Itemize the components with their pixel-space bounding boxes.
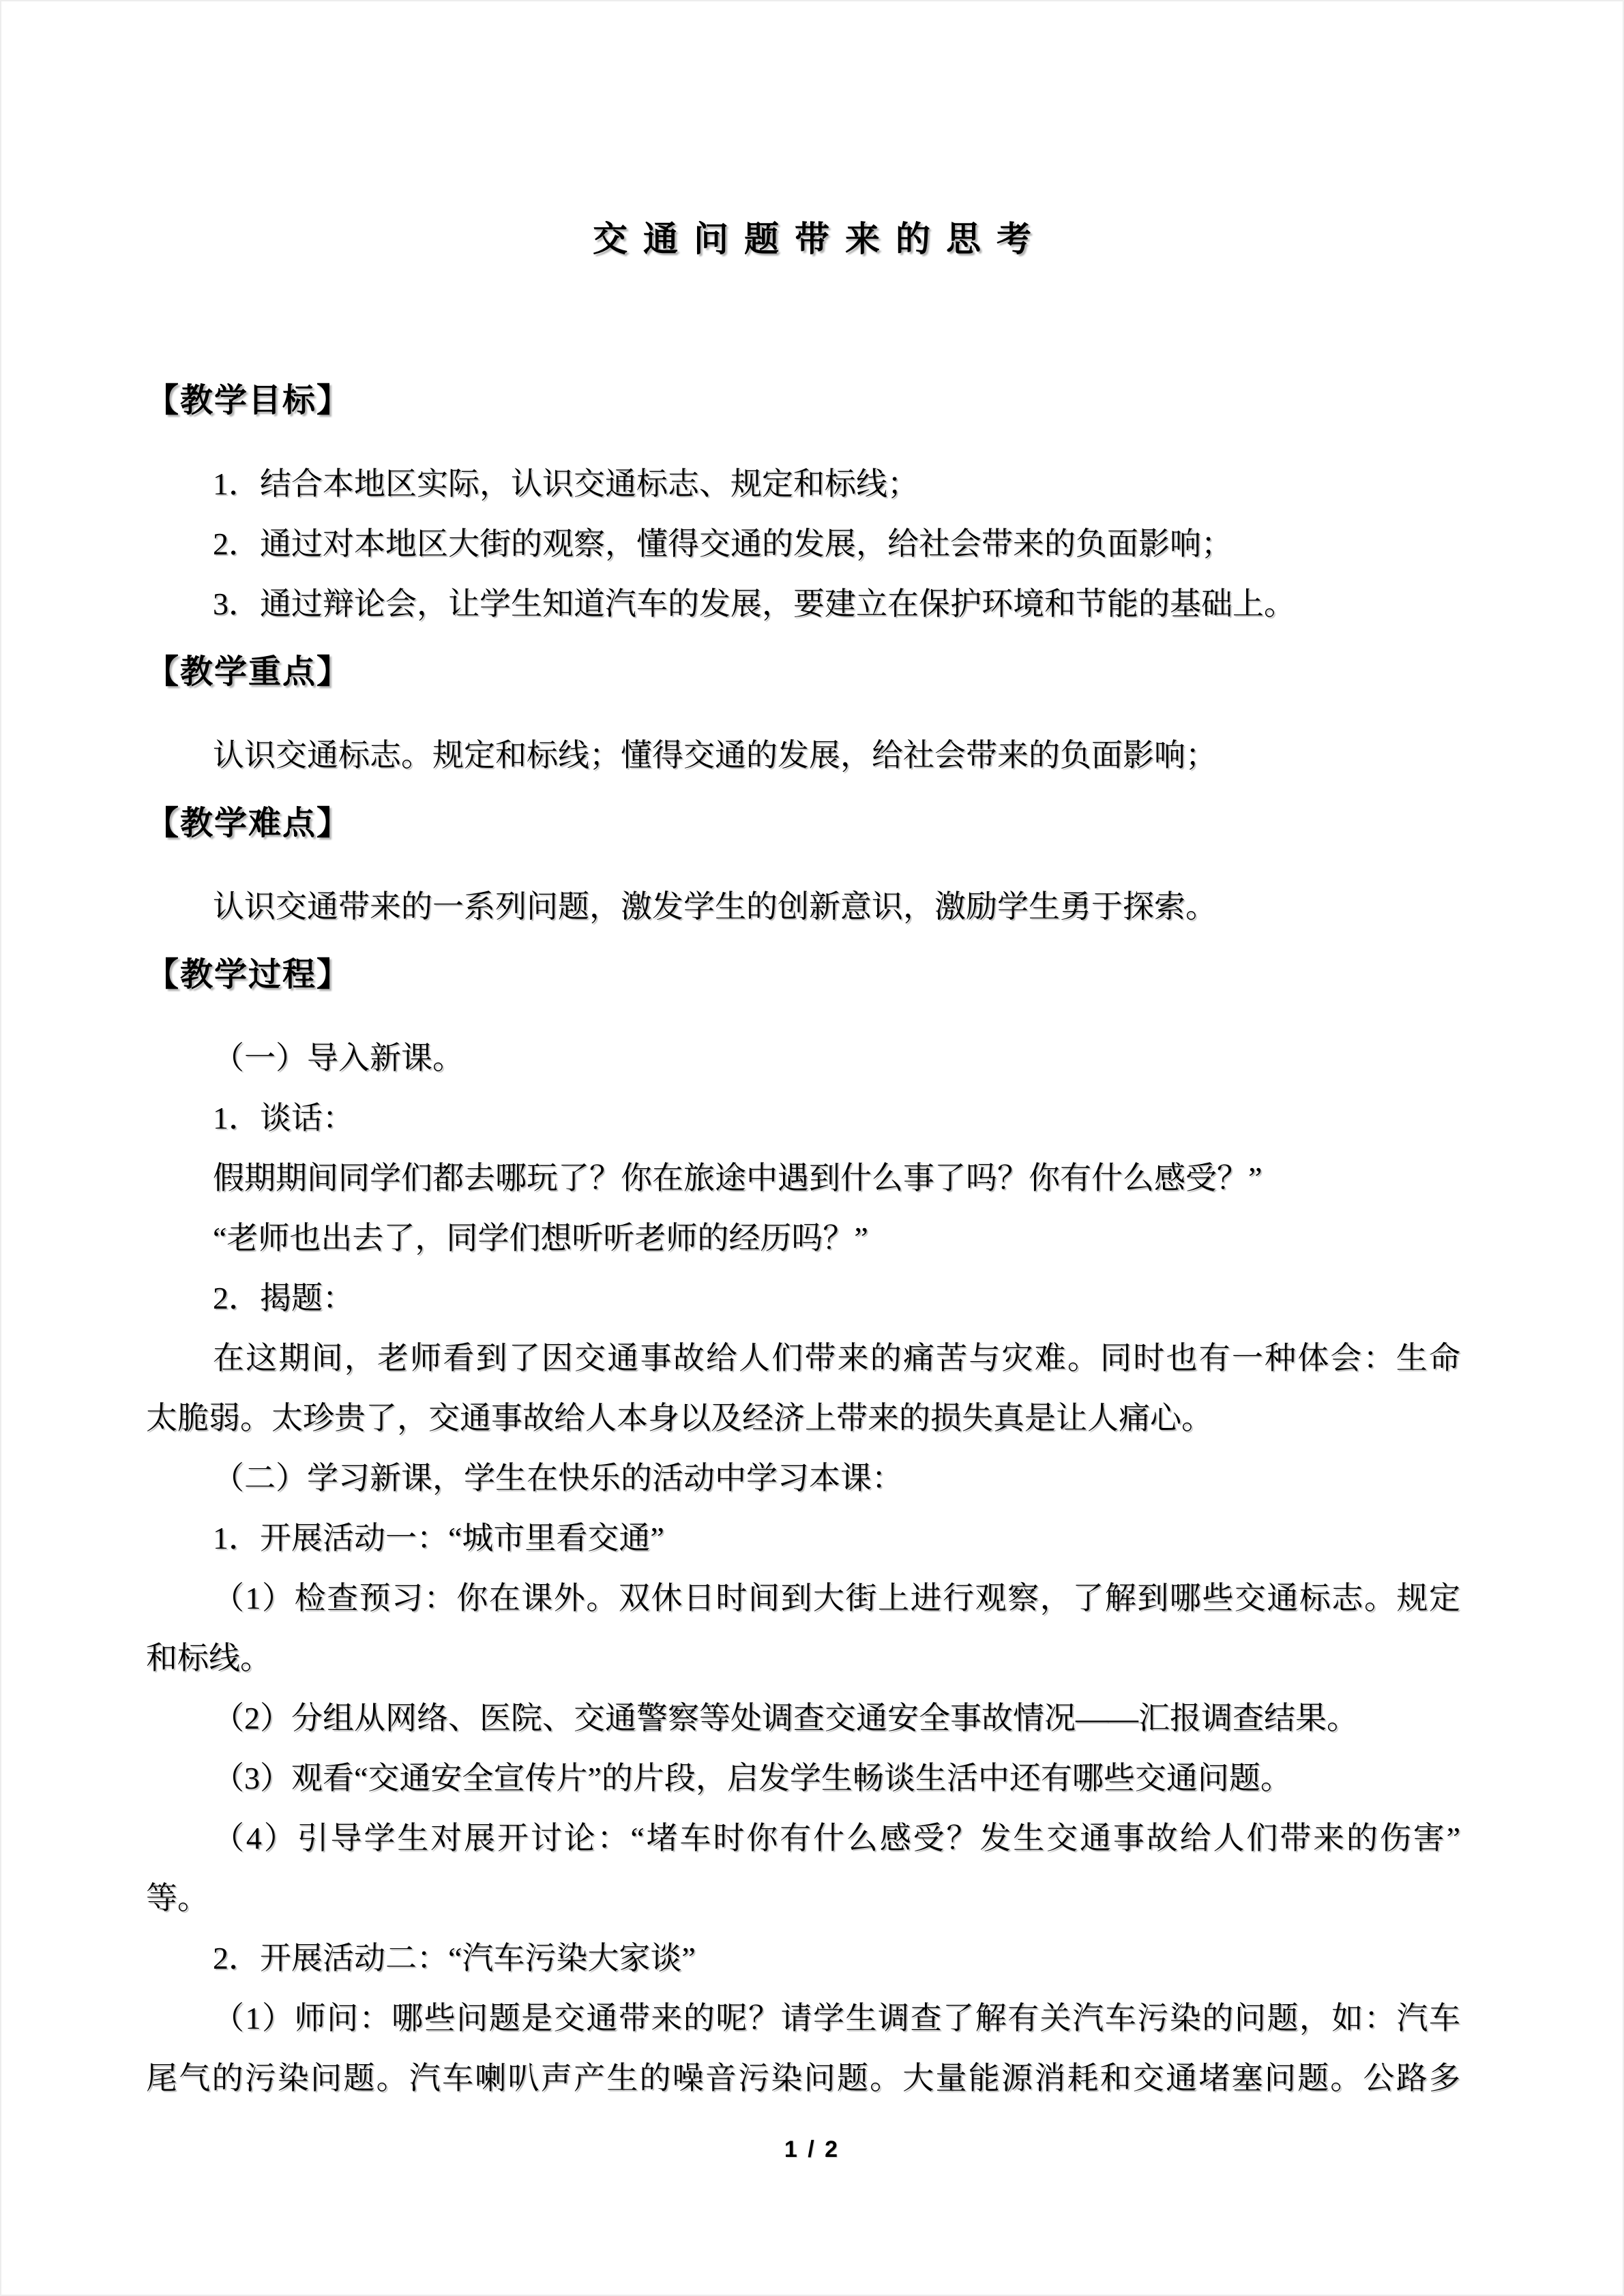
document-title: 交通问题带来的思考 <box>592 221 1047 259</box>
doc-line: 假期期间同学们都去哪玩了？你在旅途中遇到什么事了吗？你有什么感受？” <box>213 1161 1263 1195</box>
doc-line: 1．开展活动一：“城市里看交通” <box>213 1521 664 1555</box>
section-heading-key-points: 【教学重点】 <box>146 654 351 690</box>
doc-line: 太脆弱。太珍贵了，交通事故给人本身以及经济上带来的损失真是让人痛心。 <box>146 1401 1213 1435</box>
doc-line: “老师也出去了，同学们想听听老师的经历吗？” <box>213 1221 868 1255</box>
page-number: 1 / 2 <box>784 2136 840 2162</box>
doc-line: （2）分组从网络、医院、交通警察等处调查交通安全事故情况——汇报调查结果。 <box>213 1701 1358 1735</box>
doc-line: 2．揭题： <box>213 1281 354 1315</box>
doc-line: 2．开展活动二：“汽车污染大家谈” <box>213 1941 696 1976</box>
doc-line: 和标线。 <box>146 1641 271 1675</box>
doc-line: （4）引导学生对展开讨论：“堵车时你有什么感受？发生交通事故给人们带来的伤害” <box>213 1821 1460 1855</box>
doc-line: 认识交通标志。规定和标线；懂得交通的发展，给社会带来的负面影响； <box>213 738 1217 773</box>
document-body <box>146 371 1460 2108</box>
doc-line: （1）检查预习：你在课外。双休日时间到大街上进行观察，了解到哪些交通标志。规定 <box>213 1581 1460 1615</box>
doc-line: 在这期间，老师看到了因交通事故给人们带来的痛苦与灾难。同时也有一种体会：生命 <box>213 1341 1460 1375</box>
doc-line: （二）学习新课，学生在快乐的活动中学习本课： <box>213 1461 903 1495</box>
doc-line: 1．结合本地区实际，认识交通标志、规定和标线； <box>213 466 919 501</box>
doc-line: 1．谈话： <box>213 1101 354 1135</box>
doc-line: 3．通过辩论会，让学生知道汽车的发展，要建立在保护环境和节能的基础上。 <box>213 586 1295 621</box>
section-heading-objectives: 【教学目标】 <box>146 383 351 419</box>
section-heading-process: 【教学过程】 <box>146 957 351 993</box>
doc-line: 认识交通带来的一系列问题，激发学生的创新意识，激励学生勇于探索。 <box>213 889 1217 924</box>
doc-line: （一）导入新课。 <box>213 1041 464 1075</box>
section-heading-difficulties: 【教学难点】 <box>146 805 351 841</box>
doc-line: （1）师问：哪些问题是交通带来的呢？请学生调查了解有关汽车污染的问题，如：汽车 <box>213 2001 1460 2036</box>
doc-line: 2．通过对本地区大街的观察，懂得交通的发展，给社会带来的负面影响； <box>213 526 1232 561</box>
doc-line: （3）观看“交通安全宣传片”的片段，启发学生畅谈生活中还有哪些交通问题。 <box>213 1761 1292 1795</box>
doc-line: 等。 <box>146 1881 209 1915</box>
doc-line: 尾气的污染问题。汽车喇叭声产生的噪音污染问题。大量能源消耗和交通堵塞问题。公路多 <box>146 2061 1460 2096</box>
